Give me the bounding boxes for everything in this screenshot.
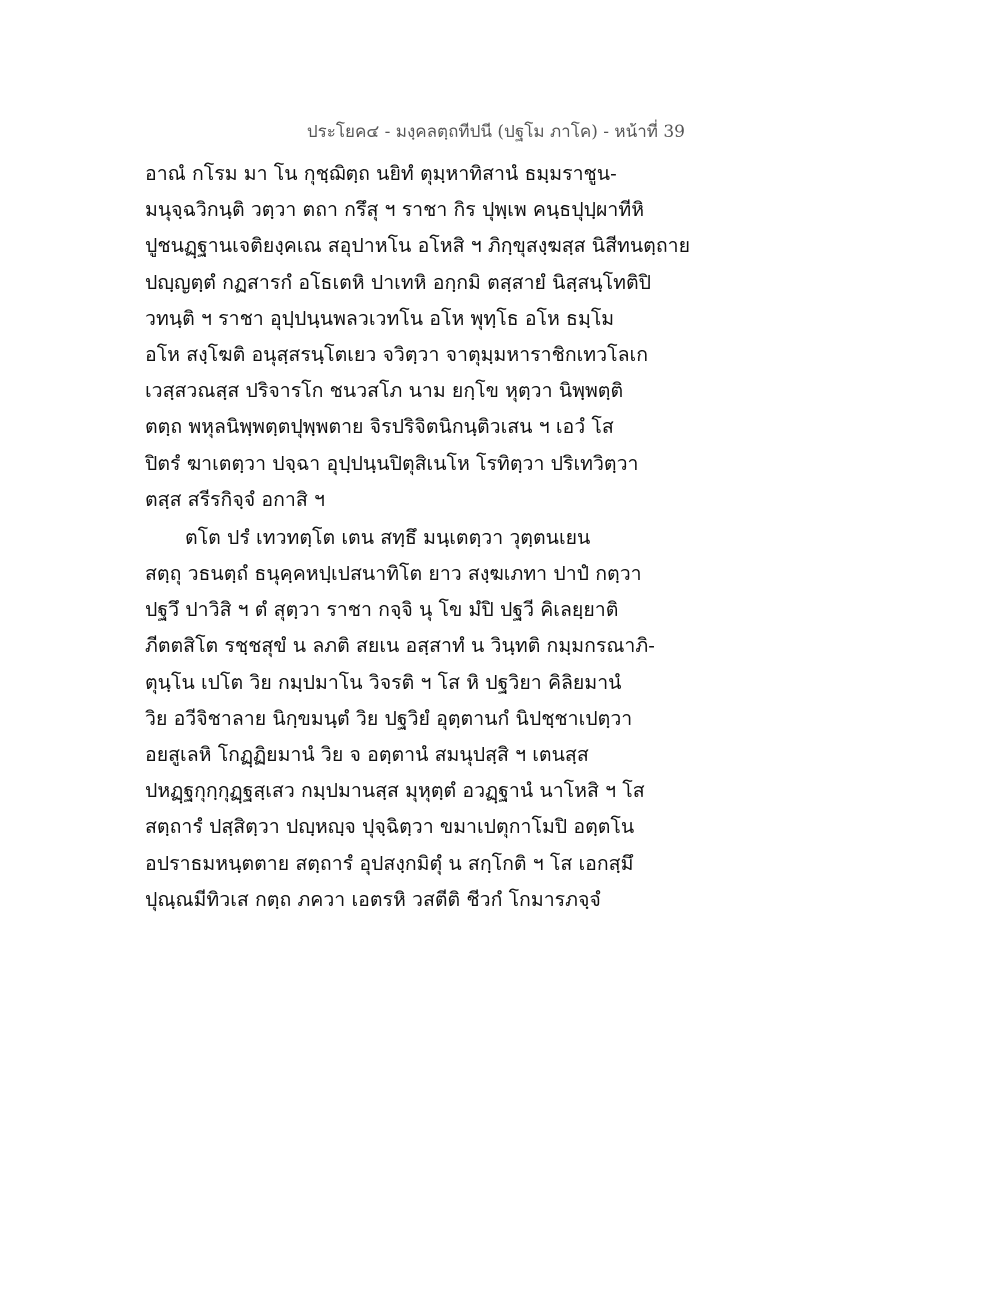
text-line: สตฺถุ วธนตฺถํ ธนุคฺคหปฺเปสนาทิโต ยาว สงฺฆเภทา ปาปํ กตฺวา bbox=[145, 562, 642, 586]
text-line: ปูชนฏฺฐานเจติยงฺคเณ สอุปาหโน อโหสิ ฯ ภิกฺขุสงฺฆสฺส นิสีทนตฺถาย bbox=[145, 234, 691, 258]
text-line: ปฐวึ ปาวิสิ ฯ ตํ สุตฺวา ราชา กจฺจิ นุ โข มํปิ ปฐวี คิเลยฺยาติ bbox=[145, 598, 619, 622]
text-line: ตสฺส สรีรกิจฺจํ อกาสิ ฯ bbox=[145, 487, 325, 511]
text-line: อยสูเลหิ โกฏฺฏิยมานํ วิย จ อตฺตานํ สมนุปสฺสิ ฯ เตนสฺส bbox=[145, 743, 589, 766]
text-line: อาณํ กโรม มา โน กุชฺฌิตฺถ นยิทํ ตุมฺหาทิสานํ ธมฺมราชูน- bbox=[145, 162, 617, 185]
text-line: ปิตรํ ฆาเตตฺวา ปจฺฉา อุปฺปนฺนปิตุสิเนโห โรทิตฺวา ปริเทวิตฺวา bbox=[145, 451, 639, 475]
paragraph-2 bbox=[145, 520, 865, 918]
text-line: วิย อวีจิชาลาย นิกฺขมนฺตํ วิย ปฐวิยํ อุตฺตานกํ นิปชฺชาเปตฺวา bbox=[145, 706, 633, 730]
text-line: ภีตตสิโต รชฺชสุขํ น ลภติ สยเน อสฺสาทํ น วินฺทติ กมฺมกรณาภิ- bbox=[145, 634, 655, 658]
text-line: วทนฺติ ฯ ราชา อุปฺปนฺนพลวเวทโน อโห พุทฺโธ อโห ธมฺโม bbox=[145, 306, 615, 330]
text-line: ตุนฺโน เปโต วิย กมฺปมาโน วิจรติ ฯ โส หิ ปฐวิยา คิลิยมานํ bbox=[145, 670, 622, 694]
text-line: ปหฏฺฐกุกฺกุฏฺฐสฺเสว กมฺปมานสฺส มุหุตฺตํ อวฏฺฐานํ นาโหสิ ฯ โส bbox=[145, 779, 645, 803]
text-line: สตฺถารํ ปสฺสิตฺวา ปญฺหญฺจ ปุจฺฉิตฺวา ขมาเปตุกาโมปิ อตฺตโน bbox=[145, 815, 635, 839]
paragraph-1 bbox=[145, 156, 865, 518]
text-line: มนุจฺฉวิกนฺติ วตฺวา ตถา กรึสุ ฯ ราชา กิร ปุพฺเพ คนฺธปุปฺผาทีหิ bbox=[145, 198, 645, 222]
text-line: ตตฺถ พหุลนิพฺพตฺตปุพฺพตาย จิรปริจิตนิกนฺติวเสน ฯ เอวํ โส bbox=[145, 415, 614, 439]
text-line-indented: ตโต ปรํ เทวทตฺโต เตน สทฺธึ มนฺเตตฺวา วุตฺตนเยน bbox=[185, 525, 591, 549]
text-line: อปราธมหนฺตตาย สตฺถารํ อุปสงฺกมิตุํ น สกฺโกติ ฯ โส เอกสฺมึ bbox=[145, 851, 634, 875]
text-line: อโห สงฺโฆติ อนุสฺสรนฺโตเยว จวิตฺวา จาตุมฺมหาราชิกเทวโลเก bbox=[145, 342, 649, 366]
body-text bbox=[145, 156, 865, 918]
running-head: ประโยค๔ - มงฺคลตฺถทีปนี (ปฐโม ภาโค) - หน้าที่ 39 bbox=[306, 122, 685, 142]
text-line: ปญฺญตฺตํ กฏสารกํ อโธเตหิ ปาเทหิ อกฺกมิ ตสฺสายํ นิสฺสนฺโทติปิ bbox=[145, 270, 651, 294]
text-line: ปุณฺณมีทิวเส กตฺถ ภควา เอตรหิ วสตีติ ชีวกํ โกมารภจฺจํ bbox=[145, 887, 601, 911]
text-line: เวสฺสวณสฺส ปริจารโก ชนวสโภ นาม ยกฺโข หุตฺวา นิพฺพตฺติ bbox=[145, 379, 624, 403]
